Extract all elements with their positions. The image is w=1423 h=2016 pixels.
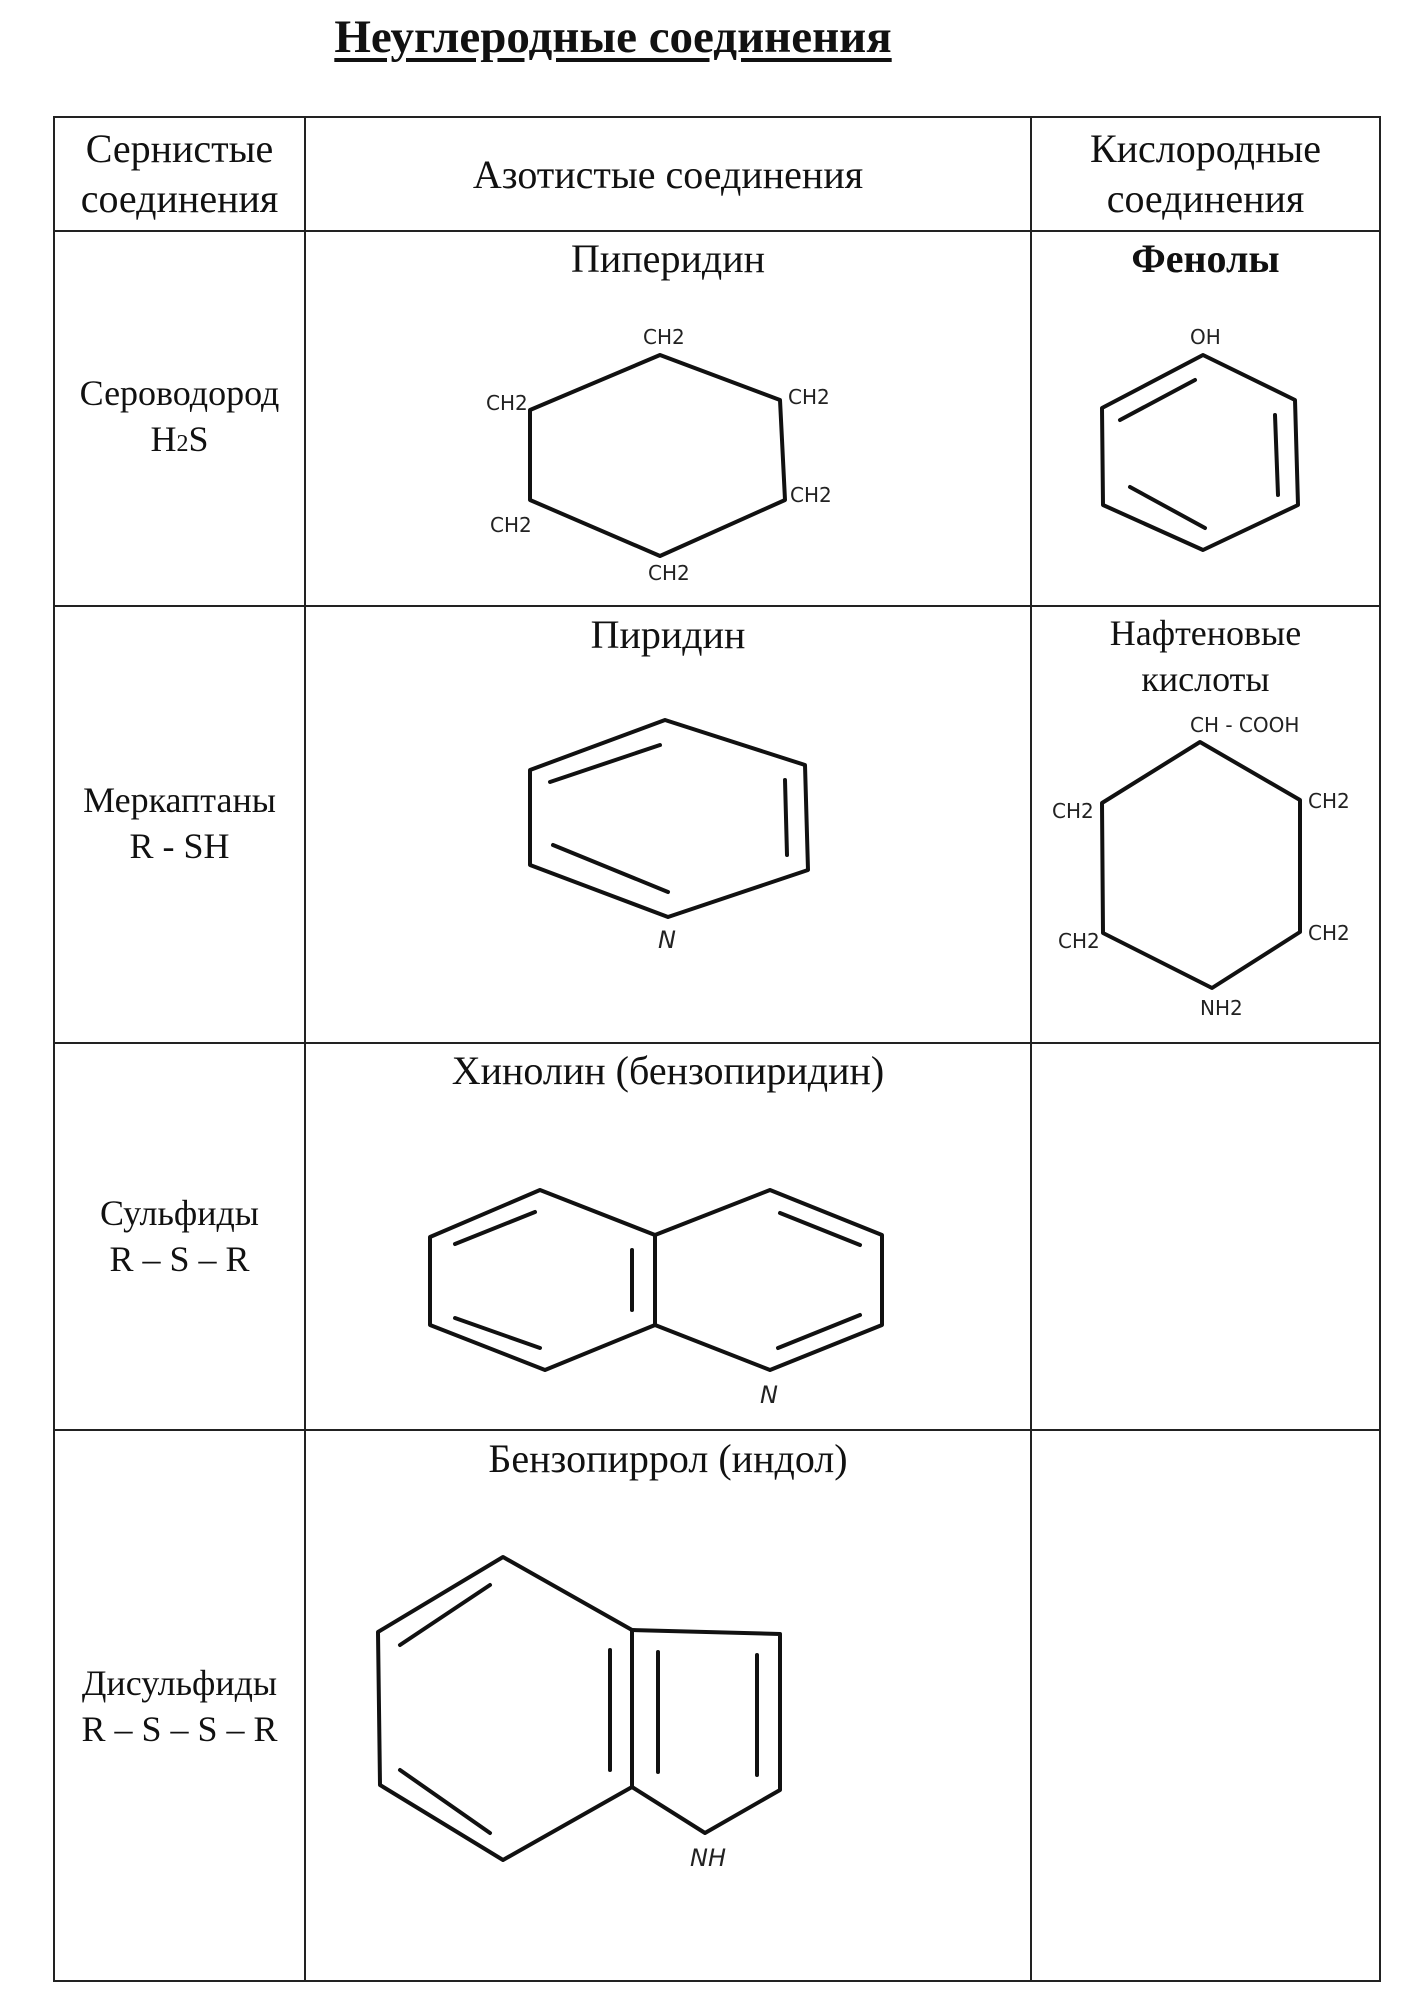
page-title: Неуглеродные соединения	[334, 11, 892, 63]
ch2-label: CH2	[648, 561, 690, 585]
sulfur-item-disulfides: Дисульфиды R – S – S – R	[81, 1663, 278, 1749]
sulfur-item-mercaptans: Меркаптаны R - SH	[83, 780, 276, 866]
ch2-label: CH2	[486, 391, 528, 415]
nh-atom-label: NH	[690, 1844, 726, 1872]
ch2-label: CH2	[643, 325, 685, 349]
header-nitrogen: Азотистые соединения	[472, 152, 864, 197]
formula-h2s: H2S	[150, 419, 209, 459]
sulfur-item-hydrogen-sulfide: Сероводород H2S	[54, 370, 305, 467]
n-atom-label: N	[658, 926, 676, 954]
ch2-label: CH2	[1058, 929, 1100, 953]
nitrogen-name-quinoline: Хинолин (бензопиридин)	[451, 1048, 885, 1093]
nh2-label: NH2	[1200, 996, 1243, 1020]
nitrogen-name-indole: Бензопиррол (индол)	[488, 1436, 848, 1481]
ch2-label: CH2	[1308, 789, 1350, 813]
ch2-label: CH2	[790, 483, 832, 507]
ch2-label: CH2	[490, 513, 532, 537]
n-atom-label: N	[760, 1381, 778, 1409]
nitrogen-name-pyridine: Пиридин	[590, 612, 746, 657]
ch2-label: CH2	[1308, 921, 1350, 945]
sulfur-item-sulfides: Сульфиды R – S – R	[99, 1193, 259, 1279]
oxygen-name-phenols: Фенолы	[1131, 236, 1280, 281]
header-oxygen: Кислородные соединения	[1089, 126, 1322, 221]
ch2-label: CH2	[1052, 799, 1094, 823]
oxygen-name-naphthenic-acids: Нафтеновые кислоты	[1109, 613, 1302, 699]
oh-label: OH	[1190, 325, 1221, 349]
ch-cooh-label: CH - COOH	[1190, 713, 1300, 737]
header-sulfur: Сернистые соединения	[80, 126, 279, 221]
nitrogen-name-piperidine: Пиперидин	[570, 236, 766, 281]
ch2-label: CH2	[788, 385, 830, 409]
